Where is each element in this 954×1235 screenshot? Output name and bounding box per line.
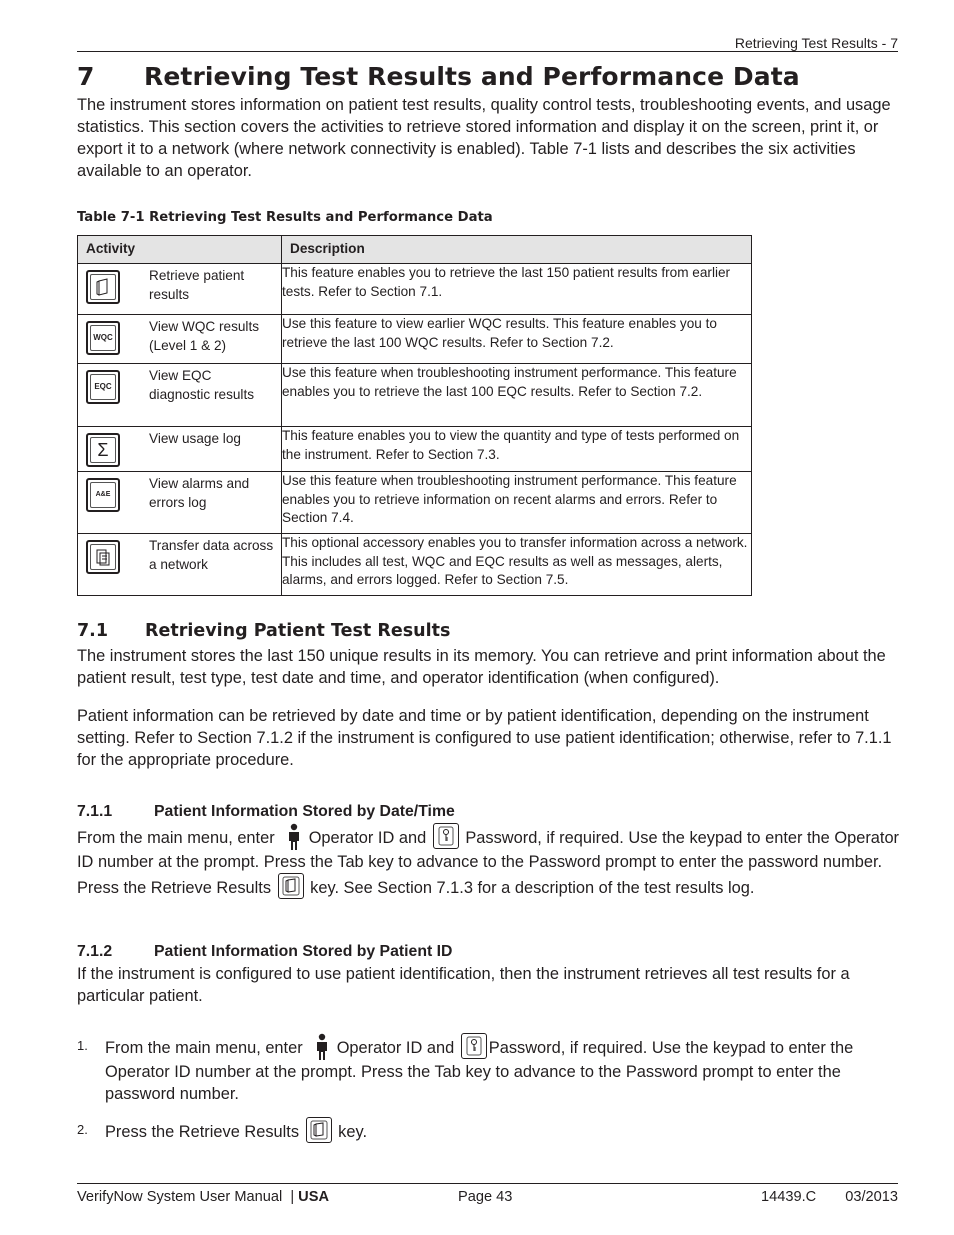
text-run: key. See Section 7.1.3 for a description of the test results log.: [310, 879, 755, 897]
table-row: [78, 364, 752, 427]
section-7-1-paragraph-2: Patient information can be retrieved by date and time or by patient identification, depending on the instrument setting. Refer to Section 7.1.2 if the instrument is configured to use patient identification; otherwise, refer to 7.1.1 for the appropriate procedure.: [77, 707, 892, 769]
retrieve-results-icon: [86, 270, 120, 304]
footer-separator: |: [290, 1189, 295, 1205]
activity-label: View usage log: [149, 431, 241, 446]
activity-description: This optional accessory enables you to transfer information across a network. This includes all test, WQC and EQC results as well as messages, alerts, alarms, and errors logged. Refer to Section 7.5.: [282, 534, 752, 596]
column-header-description: Description: [282, 236, 752, 264]
column-header-activity: Activity: [78, 236, 282, 264]
footer-manual-name: VerifyNow System User Manual: [77, 1189, 283, 1205]
activity-label: View WQC results (Level 1 & 2): [149, 319, 260, 353]
section-number: 7.1: [77, 621, 109, 641]
text-run: From the main menu, enter: [105, 1039, 303, 1057]
chapter-number: 7: [77, 62, 95, 91]
table-header-row: [78, 236, 752, 264]
text-run: Password, if required. Use the keypad to enter the Operator ID number at the prompt. Press the Tab key to advance to the Password prompt to enter the password number.: [105, 1039, 854, 1103]
header-rule: [77, 51, 898, 52]
list-item: [77, 1033, 907, 1105]
section-7-1-paragraph-1: The instrument stores the last 150 unique results in its memory. You can retrieve and print information about the patient result, test type, test date and time, and operator identification (when configured).: [77, 647, 886, 687]
section-7-1-2-paragraph: If the instrument is configured to use patient identification, then the instrument retrieves all test results for a particular patient.: [77, 965, 850, 1005]
footer-manual: [77, 1189, 329, 1205]
operator-icon: [313, 1033, 331, 1061]
operator-icon: [285, 823, 303, 851]
activity-description: Use this feature to view earlier WQC results. This feature enables you to retrieve the last 100 WQC results. Refer to Section 7.2.: [282, 315, 752, 364]
table-row: [78, 427, 752, 472]
retrieve-results-key-icon: [278, 873, 304, 899]
alarms-errors-icon: [86, 478, 120, 512]
running-header: Retrieving Test Results - 7: [734, 35, 898, 51]
retrieve-results-key-icon: [306, 1117, 332, 1143]
section-title: Patient Information Stored by Patient ID: [154, 943, 453, 960]
text-run: Operator ID and: [336, 1039, 455, 1057]
list-number: 2.: [77, 1122, 88, 1137]
sigma-icon: [86, 433, 120, 467]
intro-paragraph: The instrument stores information on patient test results, quality control tests, troubleshooting events, and usage statistics. This section covers the activities to retrieve stored information and display it on the screen, print it, or export it to a network (where network connectivity is enabled). Table 7-1 lists and describes the six activities available to an operator.: [77, 96, 891, 180]
section-7-1-1-paragraph: [77, 823, 907, 899]
activity-description: Use this feature when troubleshooting instrument performance. This feature enables you to retrieve information on recent alarms and errors. Refer to Section 7.4.: [282, 472, 752, 534]
footer-rule: [77, 1183, 898, 1184]
sigma-icon-text: Σ: [90, 437, 116, 463]
activity-description: This feature enables you to view the quantity and type of tests performed on the instrument. Refer to Section 7.3.: [282, 427, 752, 472]
alarms-errors-icon-text: A&E: [90, 482, 116, 508]
activity-description: Use this feature when troubleshooting instrument performance. This feature enables you to retrieve the last 100 EQC results. Refer to Section 7.2.: [282, 364, 752, 427]
section-title: Retrieving Patient Test Results: [145, 621, 451, 641]
section-number: 7.1.1: [77, 803, 113, 820]
text-run: From the main menu, enter: [77, 829, 275, 847]
table-row: [78, 315, 752, 364]
chapter-title-text: Retrieving Test Results and Performance Data: [144, 62, 800, 91]
chapter-title: [77, 62, 800, 91]
table-caption: Table 7-1 Retrieving Test Results and Performance Data: [77, 210, 493, 225]
list-number: 1.: [77, 1038, 88, 1053]
password-key-icon: [461, 1033, 487, 1059]
text-run: Operator ID and: [308, 829, 427, 847]
text-run: Password, if required. Use the keypad to enter the Operator ID number at the prompt. Press the Tab key to advance to the Password prompt to enter the password number. Press the Retrieve Results: [77, 829, 900, 897]
footer-page-number: Page 43: [458, 1189, 513, 1205]
footer-date: 03/2013: [845, 1189, 898, 1205]
section-number: 7.1.2: [77, 943, 113, 960]
table-row: [78, 472, 752, 534]
wqc-icon-text: WQC: [90, 325, 116, 351]
text-run: key.: [338, 1123, 367, 1141]
activity-label: View EQC diagnostic results: [149, 368, 255, 402]
activity-label: Retrieve patient results: [149, 268, 245, 302]
footer-region: USA: [298, 1189, 329, 1205]
activity-description: This feature enables you to retrieve the last 150 patient results from earlier tests. Refer to Section 7.1.: [282, 264, 752, 315]
transfer-data-icon: [86, 540, 120, 574]
activity-label: Transfer data across a network: [149, 538, 274, 572]
activity-label: View alarms and errors log: [149, 476, 250, 510]
eqc-icon-text: EQC: [90, 374, 116, 400]
table-row: [78, 534, 752, 596]
section-heading-7-1-1: [77, 803, 455, 821]
table-row: [78, 264, 752, 315]
eqc-icon: [86, 370, 120, 404]
section-heading-7-1: [77, 621, 450, 641]
footer-doc-number: 14439.C: [761, 1189, 817, 1205]
list-item: [77, 1117, 907, 1143]
wqc-icon: [86, 321, 120, 355]
section-heading-7-1-2: [77, 943, 452, 961]
activities-table: [77, 235, 752, 596]
text-run: Press the Retrieve Results: [105, 1123, 300, 1141]
section-title: Patient Information Stored by Date/Time: [154, 803, 455, 820]
password-key-icon: [433, 823, 459, 849]
